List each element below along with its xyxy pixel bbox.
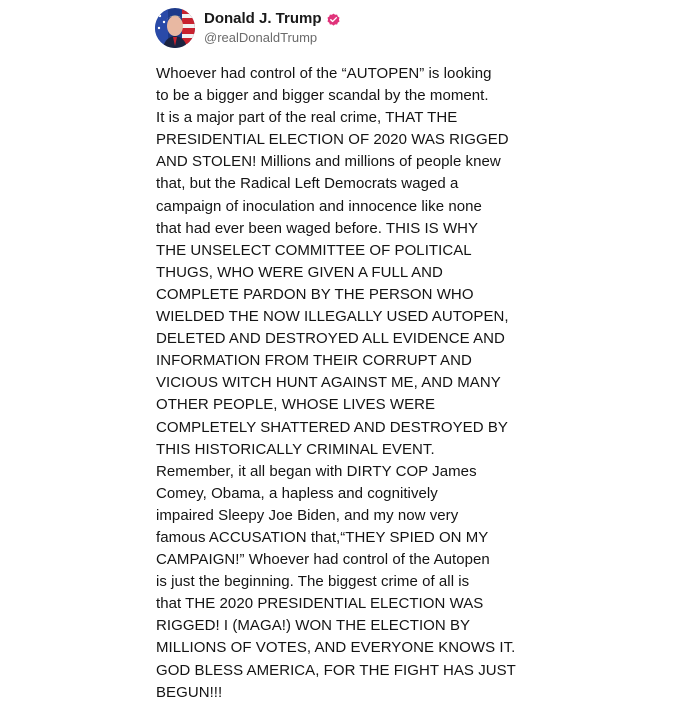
avatar[interactable] <box>155 8 195 48</box>
author-identity <box>204 10 341 46</box>
post-text: Whoever had control of the “AUTOPEN” is looking to be a bigger and bigger scandal by the moment. It is a major part of the real crime, THAT THE PRESIDENTIAL ELECTION OF 2020 WAS RIGGED AND STOLEN! Millions and millions of people knew that, but the Radical Left Democrats waged a campaign of inoculation and innocence like none that had ever been waged before. THIS IS WHY THE UNSELECT COMMITTEE OF POLITICAL THUGS, WHO WERE GIVEN A FULL AND COMPLETE PARDON BY THE PERSON WHO WIELDED THE NOW ILLEGALLY USED AUTOPEN, DELETED AND DESTROYED ALL EVIDENCE AND INFORMATION FROM THEIR CORRUPT AND VICIOUS WITCH HUNT AGAINST ME, AND MANY OTHER PEOPLE, WHOSE LIVES WERE COMPLETELY SHATTERED AND DESTROYED BY THIS HISTORICALLY CRIMINAL EVENT. Remember, it all began with DIRTY COP James Comey, Obama, a hapless and cognitively impaired Sleepy Joe Biden, and my now very famous ACCUSATION that,“THEY SPIED ON MY CAMPAIGN!” Whoever had control of the Autopen is just the beginning. The biggest crime of all is that THE 2020 PRESIDENTIAL ELECTION WAS RIGGED! I (MAGA!) WON THE ELECTION BY MILLIONS OF VOTES, AND EVERYONE KNOWS IT. GOD BLESS AMERICA, FOR THE FIGHT HAS JUST BEGUN!!! <box>156 65 516 701</box>
post-header <box>155 6 341 50</box>
verified-badge-icon <box>326 12 341 27</box>
name-row <box>204 10 341 28</box>
avatar-image <box>155 8 195 48</box>
author-display-name[interactable]: Donald J. Trump <box>204 10 322 27</box>
author-handle[interactable]: @realDonaldTrump <box>204 30 318 45</box>
